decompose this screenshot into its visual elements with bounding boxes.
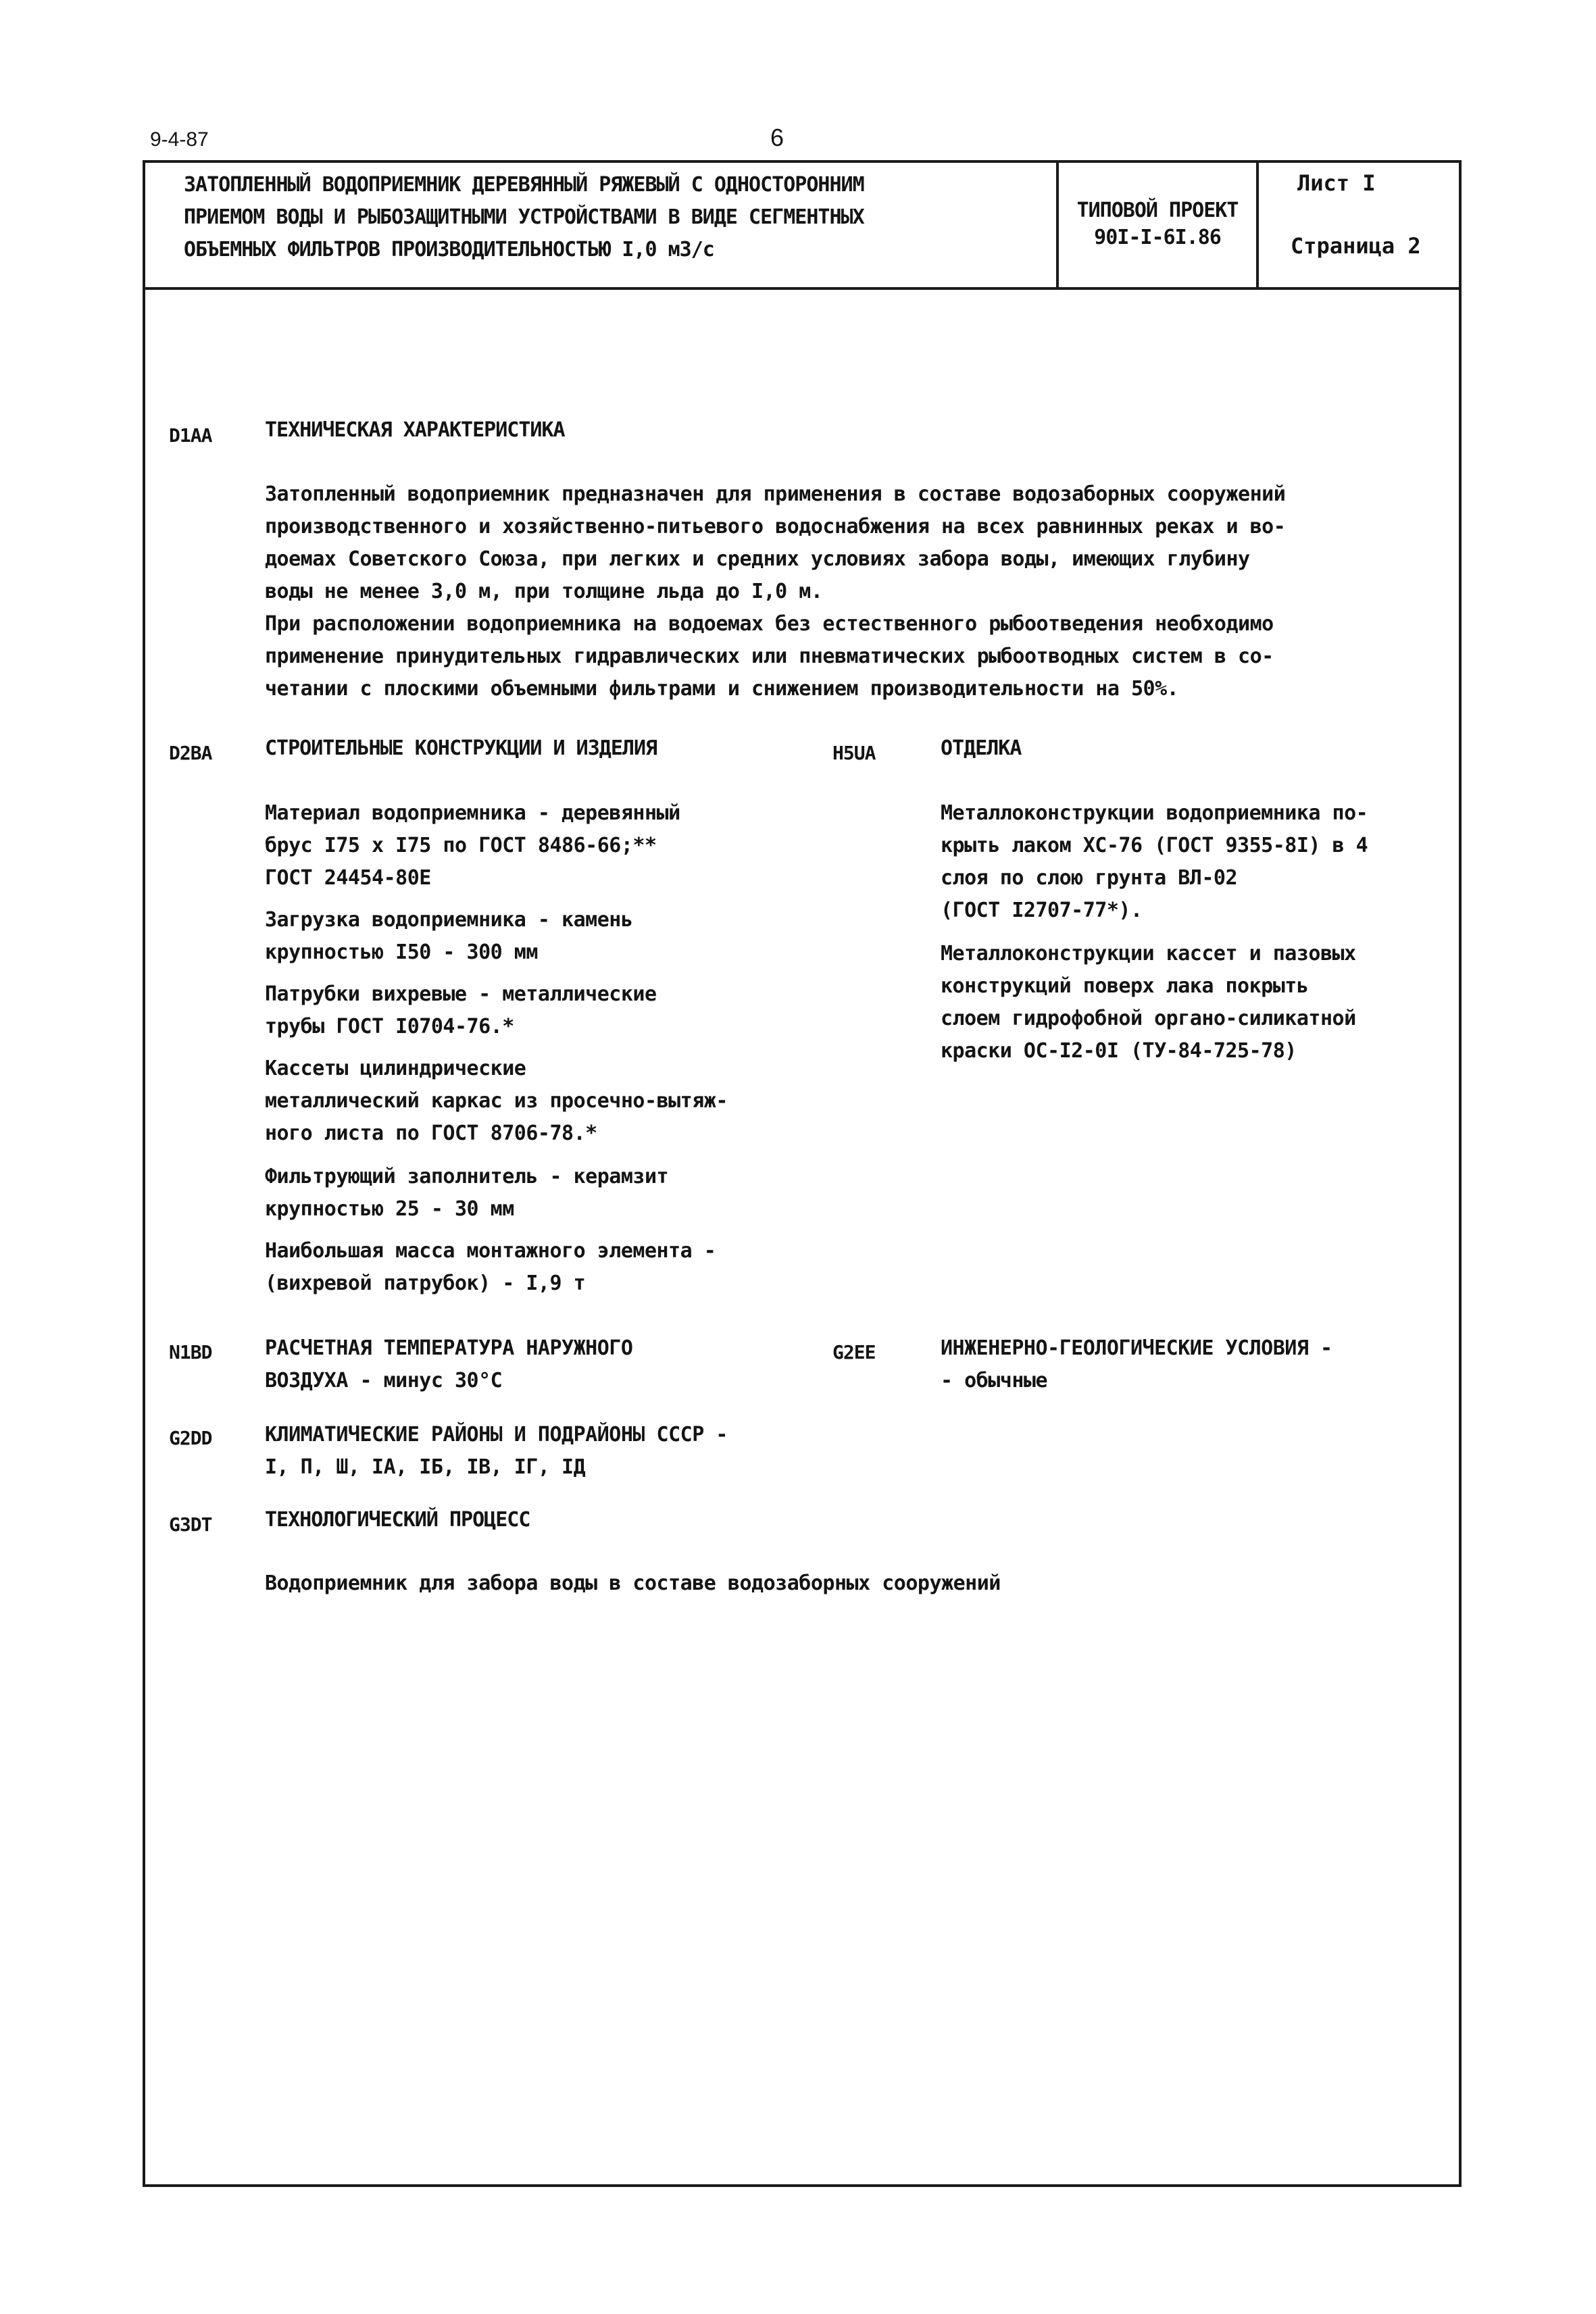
geological-conditions: ИНЖЕНЕРНО-ГЕОЛОГИЧЕСКИЕ УСЛОВИЯ - - обычные	[941, 1336, 1332, 1392]
finish-item: Металлоконструкции водоприемника по- крыть лаком ХС-76 (ГОСТ 9355-8I) в 4 слоя по слою грунта ВЛ-02 (ГОСТ I2707-77*).	[941, 801, 1368, 922]
title-block-divider	[143, 287, 1462, 290]
section-code: D2BA	[169, 742, 212, 764]
page-label: Страница 2	[1291, 233, 1421, 259]
project-label: ТИПОВОЙ ПРОЕКТ	[1076, 199, 1239, 222]
sheet-label: Лист I	[1297, 170, 1376, 196]
title-block-separator	[1256, 160, 1259, 288]
section-code: G3DT	[169, 1513, 212, 1536]
climate-regions: КЛИМАТИЧЕСКИЕ РАЙОНЫ И ПОДРАЙОНЫ СССР - I, П, Ш, IА, IБ, IВ, IГ, IД	[265, 1423, 728, 1479]
section-heading: ТЕХНОЛОГИЧЕСКИЙ ПРОЦЕСС	[265, 1508, 530, 1532]
construct-item: Наибольшая масса монтажного элемента - (вихревой патрубок) - I,9 т	[265, 1239, 716, 1295]
project-block	[1059, 197, 1256, 251]
section-code: G2EE	[832, 1341, 876, 1363]
project-number: 90I-I-6I.86	[1094, 226, 1221, 249]
outdoor-temperature: РАСЧЕТНАЯ ТЕМПЕРАТУРА НАРУЖНОГО ВОЗДУХА - минус 30°С	[265, 1336, 633, 1392]
construct-item: Фильтрующий заполнитель - керамзит крупностью 25 - 30 мм	[265, 1165, 669, 1221]
section-heading: ОТДЕЛКА	[941, 736, 1022, 760]
tech-description: Затопленный водоприемник предназначен для применения в составе водозаборных сооружений производственного и хозяйственно-питьевого водоснабжения на всех равнинных реках и во- доемах Советского Союза, при легких и средних условиях забора воды, имеющих глубину воды не менее 3,0 м, при толщине льда до I,0 м. При расположении водоприемника на водоемах без естественного рыбоотведения необходимо применение принудительных гидравлических или пневматических рыбоотводных систем в со- четании с плоскими объемными фильтрами и снижением производительности на 50%.	[265, 482, 1286, 701]
section-heading: СТРОИТЕЛЬНЫЕ КОНСТРУКЦИИ И ИЗДЕЛИЯ	[265, 736, 657, 760]
construct-item: Кассеты цилиндрические металлический каркас из просечно-вытяж- ного листа по ГОСТ 8706-78.*	[265, 1057, 728, 1145]
process-description: Водоприемник для забора воды в составе водозаборных сооружений	[265, 1571, 1001, 1595]
section-code: D1AA	[169, 424, 212, 447]
construct-item: Патрубки вихревые - металлические трубы ГОСТ I0704-76.*	[265, 982, 657, 1038]
construct-item: Загрузка водоприемника - камень крупностью I50 - 300 мм	[265, 908, 633, 964]
document-title: ЗАТОПЛЕННЫЙ ВОДОПРИЕМНИК ДЕРЕВЯННЫЙ РЯЖЕВЫЙ С ОДНОСТОРОННИМ ПРИЕМОМ ВОДЫ И РЫБОЗАЩИТНЫМИ УСТРОЙСТВАМИ В ВИДЕ СЕГМЕНТНЫХ ОБЪЕМНЫХ ФИЛЬТРОВ ПРОИЗВОДИТЕЛЬНОСТЬЮ I,0 м3/с	[184, 173, 864, 261]
section-code: G2DD	[169, 1427, 212, 1449]
finish-item: Металлоконструкции кассет и пазовых конструкций поверх лака покрыть слоем гидрофобной органо-силикатной краски ОС-I2-0I (ТУ-84-725-78)	[941, 942, 1356, 1063]
section-code: H5UA	[832, 742, 876, 764]
section-code: N1BD	[169, 1341, 212, 1363]
document-code: 9-4-87	[150, 128, 209, 151]
page-number: 6	[770, 124, 784, 151]
construct-item: Материал водоприемника - деревянный брус I75 х I75 по ГОСТ 8486-66;** ГОСТ 24454-80Е	[265, 801, 680, 890]
section-heading: ТЕХНИЧЕСКАЯ ХАРАКТЕРИСТИКА	[265, 418, 565, 442]
